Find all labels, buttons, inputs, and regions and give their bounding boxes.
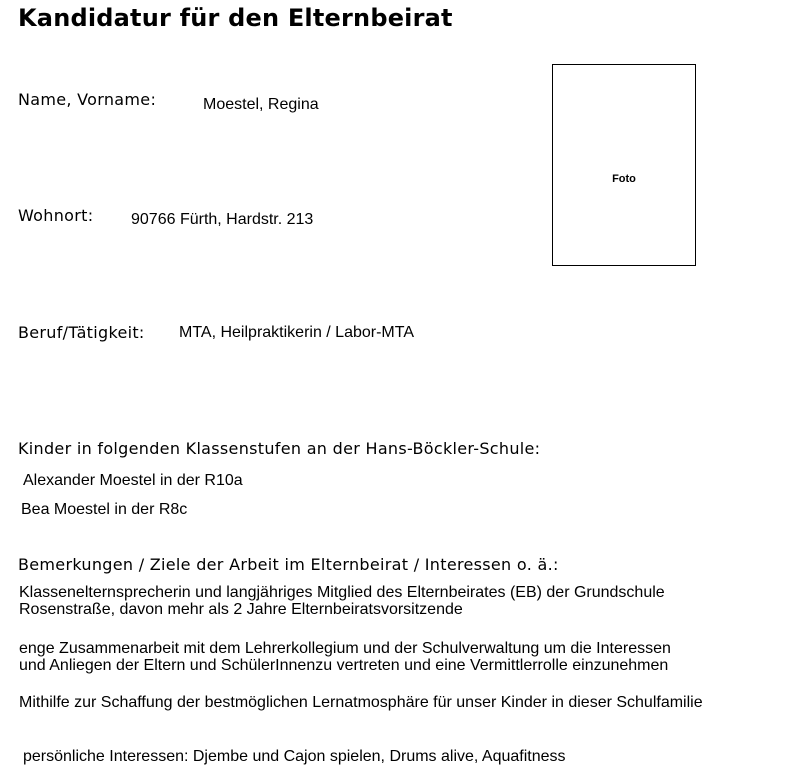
page-title: Kandidatur für den Elternbeirat <box>18 4 453 32</box>
personal-interests: persönliche Interessen: Djembe und Cajon spielen, Drums alive, Aquafitness <box>23 748 566 765</box>
bemerkung-paragraph-3 <box>19 694 703 711</box>
kinder-heading: Kinder in folgenden Klassenstufen an der Hans-Böckler-Schule: <box>18 439 541 458</box>
bemerkungen-heading: Bemerkungen / Ziele der Arbeit im Elternbeirat / Interessen o. ä.: <box>18 555 559 574</box>
beruf-value: MTA, Heilpraktikerin / Labor-MTA <box>179 324 415 341</box>
wohnort-value: 90766 Fürth, Hardstr. 213 <box>131 211 314 228</box>
bemerkung-paragraph-2 <box>19 640 671 674</box>
beruf-label: Beruf/Tätigkeit: <box>18 323 145 342</box>
bemerkung-line: Rosenstraße, davon mehr als 2 Jahre Elternbeiratsvorsitzende <box>19 601 463 618</box>
bemerkung-paragraph-1 <box>19 584 665 618</box>
bemerkung-line: Klassenelternsprecherin und langjähriges Mitglied des Elternbeirates (EB) der Grundschule <box>19 584 665 601</box>
name-label: Name, Vorname: <box>18 90 157 109</box>
bemerkung-line: Mithilfe zur Schaffung der bestmöglichen Lernatmosphäre für unser Kinder in dieser Schulfamilie <box>19 694 703 711</box>
name-value: Moestel, Regina <box>203 96 319 113</box>
bemerkung-line: und Anliegen der Eltern und SchülerInnenzu vertreten und eine Vermittlerrolle einzunehmen <box>19 657 669 674</box>
wohnort-label: Wohnort: <box>18 206 94 225</box>
bemerkung-line: enge Zusammenarbeit mit dem Lehrerkollegium und der Schulverwaltung um die Interessen <box>19 640 671 657</box>
kind-item-1: Alexander Moestel in der R10a <box>23 472 243 489</box>
photo-label: Foto <box>612 173 636 185</box>
photo-placeholder <box>552 64 696 266</box>
kind-item-2: Bea Moestel in der R8c <box>21 501 188 518</box>
